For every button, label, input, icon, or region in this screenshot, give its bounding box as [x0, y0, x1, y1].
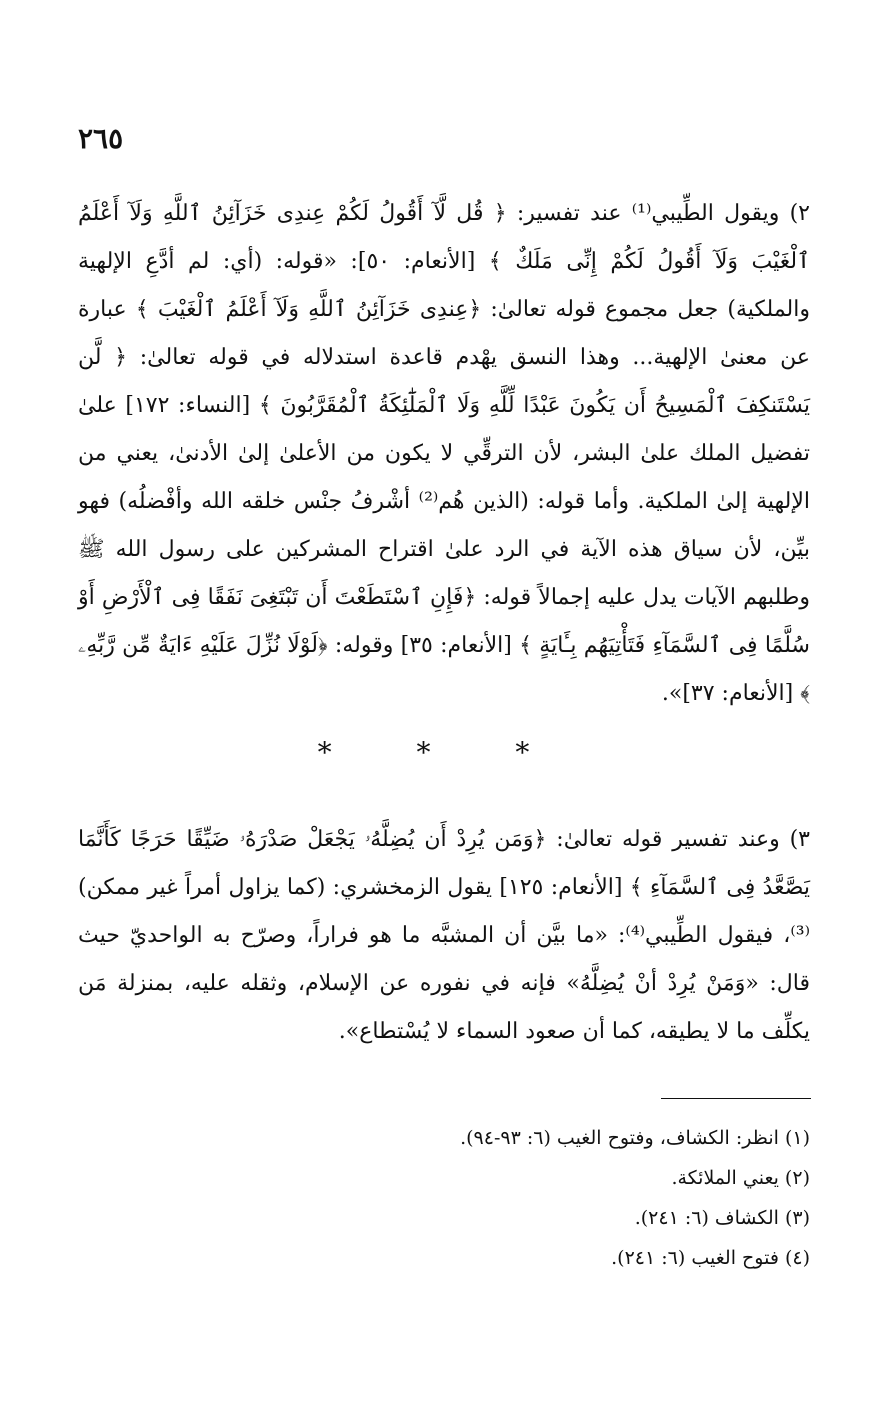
footnote-3: (٣) الكشاف (٦: ٢٤١).	[634, 1207, 810, 1229]
footnote-divider	[661, 1098, 811, 1099]
page-number: ٢٦٥	[78, 122, 124, 155]
section-separator: * * *	[317, 736, 568, 769]
footnote-2: (٢) يعني الملائكة.	[671, 1167, 810, 1189]
paragraph-2: ٢) ويقول الطِّيبي⁽¹⁾ عند تفسير: ﴿ قُل لَّآ أَقُولُ لَكُمْ عِندِى خَزَآئِنُ ٱللَّهِ وَلَآ أَعْلَمُ ٱلْغَيْبَ وَلَآ أَقُولُ لَكُمْ إِنِّى مَلَكٌ ﴾ [الأنعام: ٥٠]: «قوله: (أي: لم أدَّعِ الإلهية والملكية) جعل مجموع قوله تعالىٰ: ﴿عِندِى خَزَآئِنُ ٱللَّهِ وَلَآ أَعْلَمُ ٱلْغَيْبَ ﴾ عبارة عن معنىٰ الإلهية... وهذا النسق يهْدم قاعدة استدلاله في قوله تعالىٰ: ﴿ لَّن يَسْتَنكِفَ ٱلْمَسِيحُ أَن يَكُونَ عَبْدًا لِّلَّهِ وَلَا ٱلْمَلَٰٓئِكَةُ ٱلْمُقَرَّبُونَ ﴾ [النساء: ١٧٢] علىٰ تفضيل الملك علىٰ البشر، لأن الترقِّي لا يكون من الأعلىٰ إلىٰ الأدنىٰ، يعني من الإلهية إلىٰ الملكية. وأما قوله: (الذين هُم⁽²⁾ أشْرفُ جنْس خلقه الله وأفْضلُه) فهو بيِّن، لأن سياق هذه الآية في الرد علىٰ اقتراح المشركين على رسول الله ﷺ وطلبهم الآيات يدل عليه إجمالاً قوله: ﴿فَإِنِ ٱسْتَطَعْتَ أَن تَبْتَغِىَ نَفَقًا فِى ٱلْأَرْضِ أَوْ سُلَّمًا فِى ٱلسَّمَآءِ فَتَأْتِيَهُم بِـَٔايَةٍ ﴾ [الأنعام: ٣٥] وقوله: ﴿لَوْلَا نُزِّلَ عَلَيْهِ ءَايَةٌ مِّن رَّبِّهِۦ ﴾ [الأنعام: ٣٧]».	[78, 201, 811, 706]
footnotes	[78, 1118, 810, 1278]
paragraph-3: ٣) وعند تفسير قوله تعالىٰ: ﴿وَمَن يُرِدْ أَن يُضِلَّهُۥ يَجْعَلْ صَدْرَهُۥ ضَيِّقًا حَرَجًا كَأَنَّمَا يَصَّعَّدُ فِى ٱلسَّمَآءِ ﴾ [الأنعام: ١٢٥] يقول الزمخشري: (كما يزاول أمراً غير ممكن)⁽³⁾، فيقول الطِّيبي⁽⁴⁾: «ما بيَّن أن المشبَّه ما هو فراراً، وصرّح به الواحديّ حيث قال: «وَمَنْ يُرِدْ أنْ يُضِلَّهُ» فإنه في نفوره عن الإسلام، وثقله عليه، بمنزلة مَن يكلِّف ما لا يطيقه، كما أن صعود السماء لا يُسْتطاع».	[78, 827, 810, 1044]
footnote-4: (٤) فتوح الغيب (٦: ٢٤١).	[611, 1247, 810, 1269]
footnote-1: (١) انظر: الكشاف، وفتوح الغيب (٦: ٩٣-٩٤).	[460, 1127, 810, 1149]
